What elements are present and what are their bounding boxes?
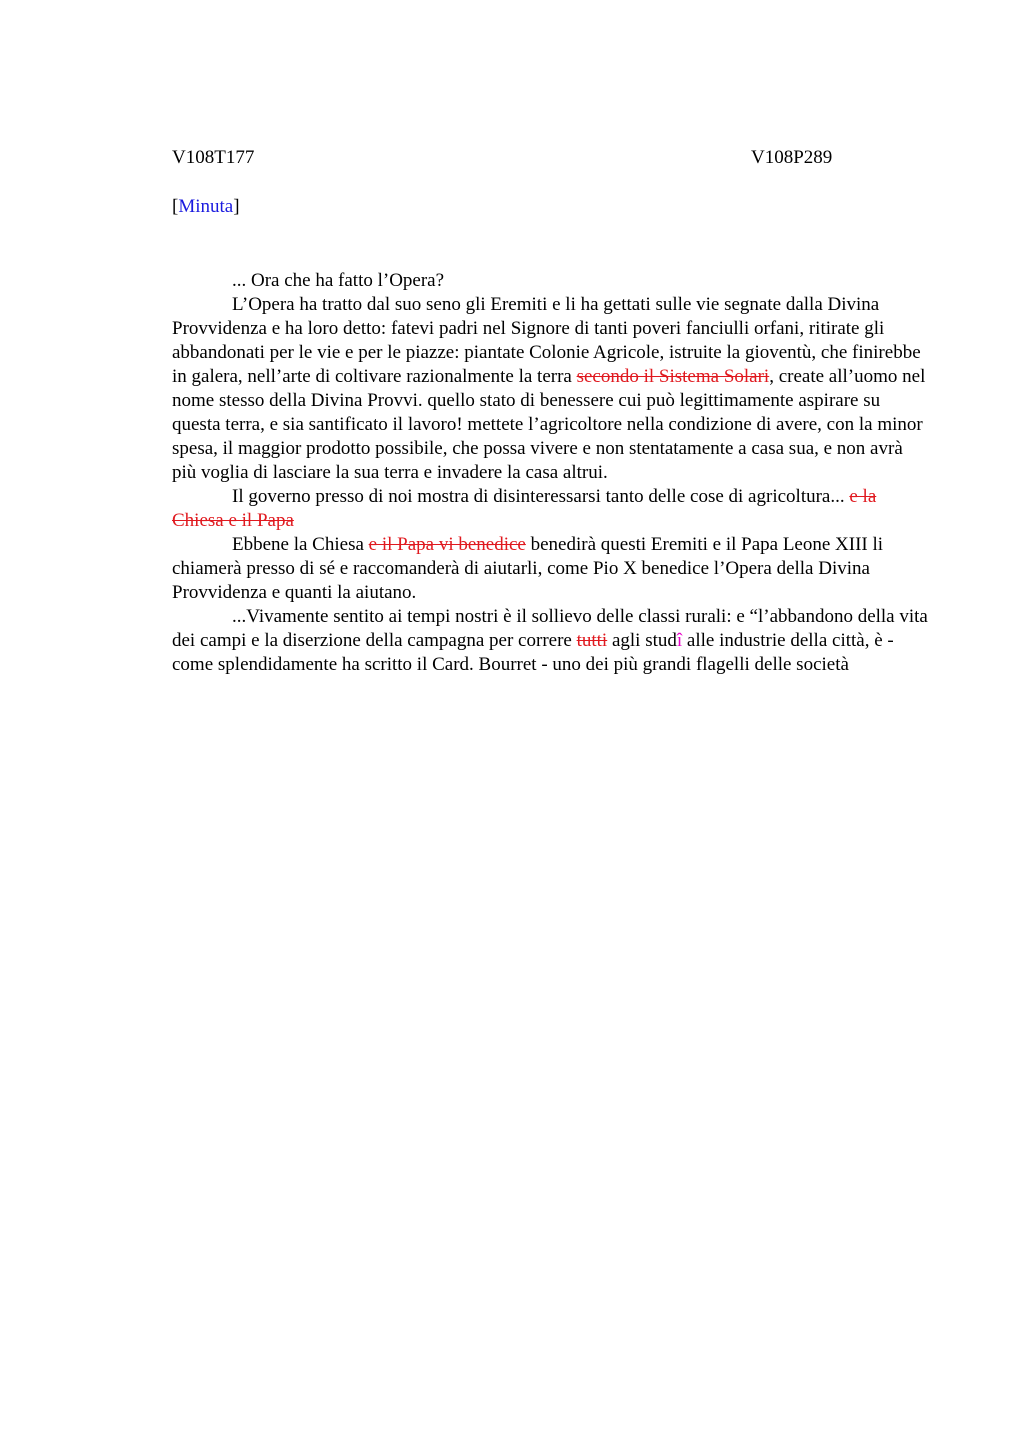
inserted-text: î	[676, 630, 683, 651]
document-code-right: V108P289	[751, 147, 833, 168]
open-bracket: [	[172, 196, 179, 217]
text-segment: benedirà questi Eremiti e il Papa Leone XIII li chiamerà presso di sé e raccomanderà di aiutarli, come Pio X benedice l’Opera della Divina Provvidenza e quanti la aiutano.	[172, 534, 884, 603]
close-bracket: ]	[233, 196, 240, 217]
text-segment: ...Vivamente sentito ai tempi nostri è il sollievo delle classi rurali: e “l’abbandono della vita dei campi e la diserzione della campagna per correre	[172, 606, 928, 651]
paragraph-p4	[172, 533, 928, 605]
text-segment: ... Ora che ha fatto l’Opera?	[232, 270, 445, 291]
document-code-left: V108T177	[172, 147, 255, 168]
text-segment: agli stud	[607, 630, 677, 651]
document-page	[172, 146, 928, 677]
document-body	[172, 269, 928, 677]
deleted-text: tutti	[576, 630, 608, 651]
deleted-text: secondo il Sistema Solari	[576, 366, 770, 387]
deleted-text: e la Chiesa e il Papa	[172, 486, 877, 531]
text-segment: L’Opera ha tratto dal suo seno gli Eremiti e li ha gettati sulle vie segnate dalla Divina Provvidenza e ha loro detto: fatevi padri nel Signore di tanti poveri fanciulli orfani, ritirate gli abbandonati per le vie e per le piazze: piantate Colonie Agricole, istruite la gioventù, che finirebbe in galera, nell’arte di coltivare razionalmente la terra	[172, 294, 921, 387]
paragraph-p3	[172, 485, 928, 533]
minuta-label	[172, 195, 928, 219]
text-segment: , create all’uomo nel nome stesso della Divina Provvi. quello stato di benessere cui può legittimamente aspirare su questa terra, e sia santificato il lavoro! mettete l’agricoltore nella condizione di avere, con la minor spesa, il maggior prodotto possibile, che possa vivere e non stentatamente a casa sua, e non avrà più voglia di lasciare la sua terra e invadere la casa altrui.	[172, 366, 926, 483]
paragraph-p1	[172, 269, 928, 293]
text-segment: Ebbene la Chiesa	[232, 534, 369, 555]
paragraph-p2	[172, 293, 928, 485]
header-row	[172, 146, 928, 170]
text-segment: Il governo presso di noi mostra di disinteressarsi tanto delle cose di agricoltura...	[232, 486, 850, 507]
text-segment: alle industrie della città, è - come splendidamente ha scritto il Card. Bourret - uno dei più grandi flagelli delle società	[172, 630, 894, 675]
paragraph-p5	[172, 605, 928, 677]
deleted-text: e il Papa vi benedice	[368, 534, 526, 555]
minuta-word: Minuta	[178, 196, 234, 217]
